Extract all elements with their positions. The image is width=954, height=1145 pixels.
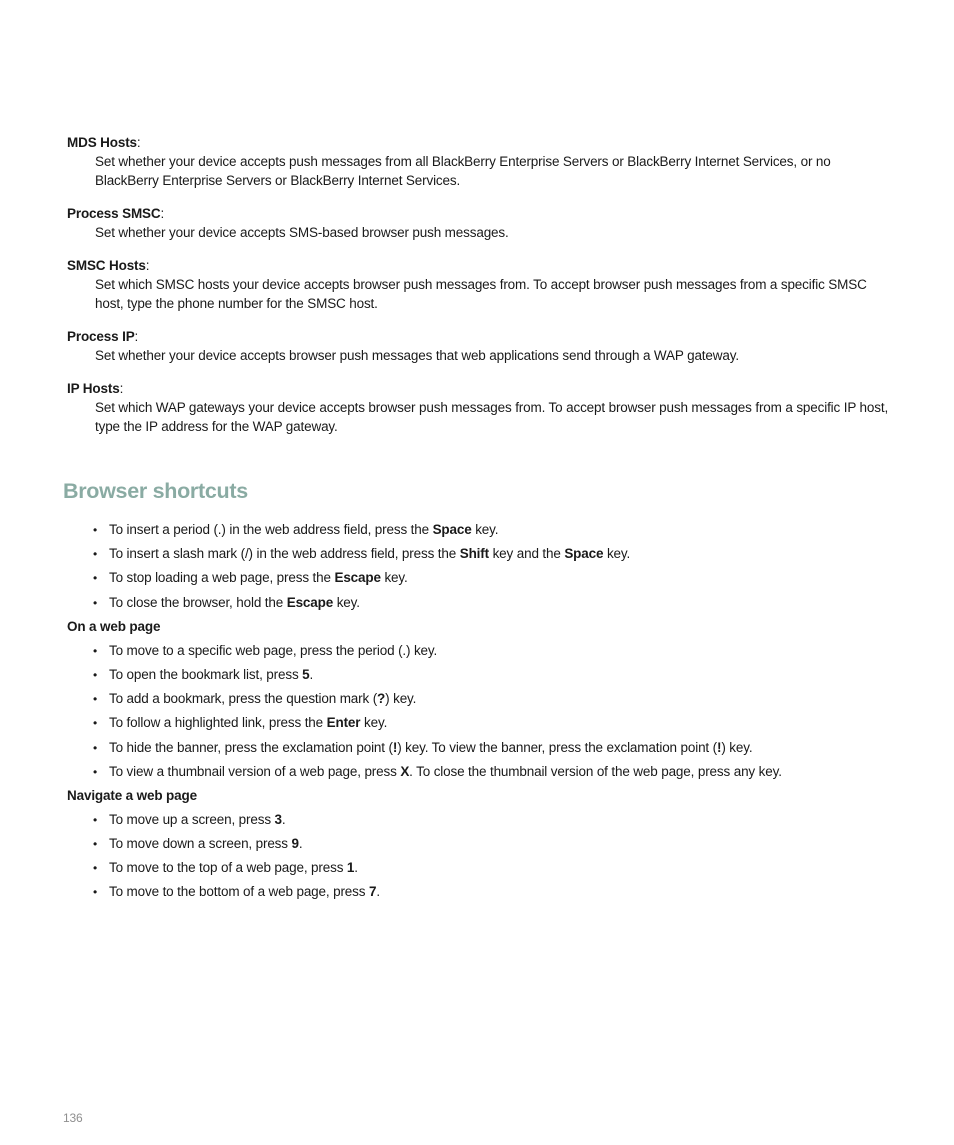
definition-term-text: Process SMSC <box>67 206 161 221</box>
shortcut-text: To add a bookmark, press the question mark ( <box>109 691 378 707</box>
definition-item <box>67 256 897 313</box>
definition-term-text: Process IP <box>67 329 135 344</box>
key-name: Space <box>564 546 604 562</box>
definition-term: MDS Hosts: <box>67 135 141 150</box>
definition-term: IP Hosts: <box>67 381 124 396</box>
shortcut-item <box>93 521 897 545</box>
shortcut-item <box>93 883 897 907</box>
definition-item <box>67 133 897 190</box>
shortcut-text: . To close the thumbnail version of the web page, press any key. <box>409 763 782 779</box>
shortcut-text: key. <box>471 522 499 537</box>
key-name: Escape <box>286 594 334 610</box>
shortcut-text: key. <box>360 715 388 731</box>
definition-term: Process SMSC: <box>67 206 165 221</box>
section-title: Browser shortcuts <box>63 479 248 503</box>
key-name: 1 <box>346 860 355 876</box>
definition-description: Set whether your device accepts browser push messages that web applications send through a WAP gateway. <box>95 348 739 363</box>
key-name: Enter <box>326 715 361 731</box>
definition-list <box>67 133 897 450</box>
shortcut-text: To move to a specific web page, press the period (.) key. <box>109 642 438 658</box>
key-name: ! <box>392 739 398 755</box>
key-name: 9 <box>291 836 299 852</box>
shortcut-text: ) key. <box>385 691 417 707</box>
subsection-heading: Navigate a web page <box>67 787 197 803</box>
shortcut-item <box>93 666 897 690</box>
shortcut-item <box>93 739 897 763</box>
shortcut-text: key. <box>333 594 360 610</box>
key-name: X <box>400 763 410 779</box>
shortcut-text: key. <box>380 570 408 586</box>
subsection-heading: On a web page <box>67 618 161 634</box>
shortcut-text: To open the bookmark list, press <box>109 666 303 682</box>
shortcut-text: ) key. <box>721 739 753 755</box>
shortcut-text: To move up a screen, press <box>109 811 275 827</box>
shortcut-item <box>93 859 897 883</box>
shortcut-text: . <box>281 811 286 827</box>
shortcut-bullet-list <box>67 521 897 618</box>
shortcut-text: . <box>376 884 380 900</box>
shortcut-text: To hide the banner, press the exclamation point ( <box>109 739 393 755</box>
key-name: 3 <box>274 811 282 827</box>
shortcut-text: To insert a period (.) in the web address field, press the <box>109 522 433 537</box>
shortcut-item <box>93 763 897 787</box>
key-name: 7 <box>368 884 377 900</box>
shortcut-item <box>93 690 897 714</box>
shortcut-text: . <box>309 666 314 682</box>
shortcut-item <box>93 811 897 835</box>
key-name: ? <box>377 691 386 707</box>
shortcut-text: To move down a screen, press <box>109 836 292 852</box>
definition-term-text: MDS Hosts <box>67 135 137 150</box>
shortcut-bullet-list <box>67 642 897 787</box>
page-number: 136 <box>63 1111 83 1125</box>
key-name: Space <box>432 522 472 537</box>
definition-term-text: SMSC Hosts <box>67 258 146 273</box>
shortcut-text: To close the browser, hold the <box>109 594 287 610</box>
shortcut-text: To follow a highlighted link, press the <box>109 715 327 731</box>
shortcut-item <box>93 594 897 618</box>
definition-term: SMSC Hosts: <box>67 258 150 273</box>
key-name: 5 <box>302 666 310 682</box>
definition-description: Set whether your device accepts push messages from all BlackBerry Enterprise Servers or BlackBerry Internet Services, or no BlackBerry Enterprise Servers or BlackBerry Internet Services. <box>95 154 831 188</box>
shortcut-text: ) key. To view the banner, press the exclamation point ( <box>397 739 717 755</box>
definition-item <box>67 379 897 436</box>
shortcut-text: key and the <box>488 546 565 562</box>
definition-item <box>67 204 897 242</box>
shortcut-item <box>93 714 897 738</box>
shortcut-text: To move to the top of a web page, press <box>109 860 347 876</box>
definition-description: Set which WAP gateways your device accepts browser push messages from. To accept browser push messages from a specific IP host, type the IP address for the WAP gateway. <box>95 400 889 434</box>
shortcut-text: To move to the bottom of a web page, press <box>109 884 369 900</box>
shortcut-item <box>93 545 897 569</box>
definition-item <box>67 327 897 365</box>
key-name: Escape <box>334 570 381 586</box>
key-name: ! <box>716 739 722 755</box>
definition-term: Process IP: <box>67 329 139 344</box>
shortcut-text: To stop loading a web page, press the <box>109 570 335 586</box>
shortcut-text: To insert a slash mark (/) in the web address field, press the <box>109 546 460 562</box>
shortcut-text: To view a thumbnail version of a web page, press <box>109 763 401 779</box>
shortcut-item <box>93 835 897 859</box>
shortcut-bullet-list <box>67 811 897 908</box>
key-name: Shift <box>459 546 489 562</box>
definition-description: Set which SMSC hosts your device accepts browser push messages from. To accept browser push messages from a specific SMSC host, type the phone number for the SMSC host. <box>95 277 867 311</box>
shortcut-text: . <box>298 836 303 852</box>
shortcut-item <box>93 569 897 593</box>
definition-term-text: IP Hosts <box>67 381 120 396</box>
shortcut-item <box>93 642 897 666</box>
definition-description: Set whether your device accepts SMS-based browser push messages. <box>95 225 509 240</box>
shortcut-text: . <box>354 860 358 876</box>
shortcut-text: key. <box>603 546 631 562</box>
shortcut-list <box>67 521 897 908</box>
